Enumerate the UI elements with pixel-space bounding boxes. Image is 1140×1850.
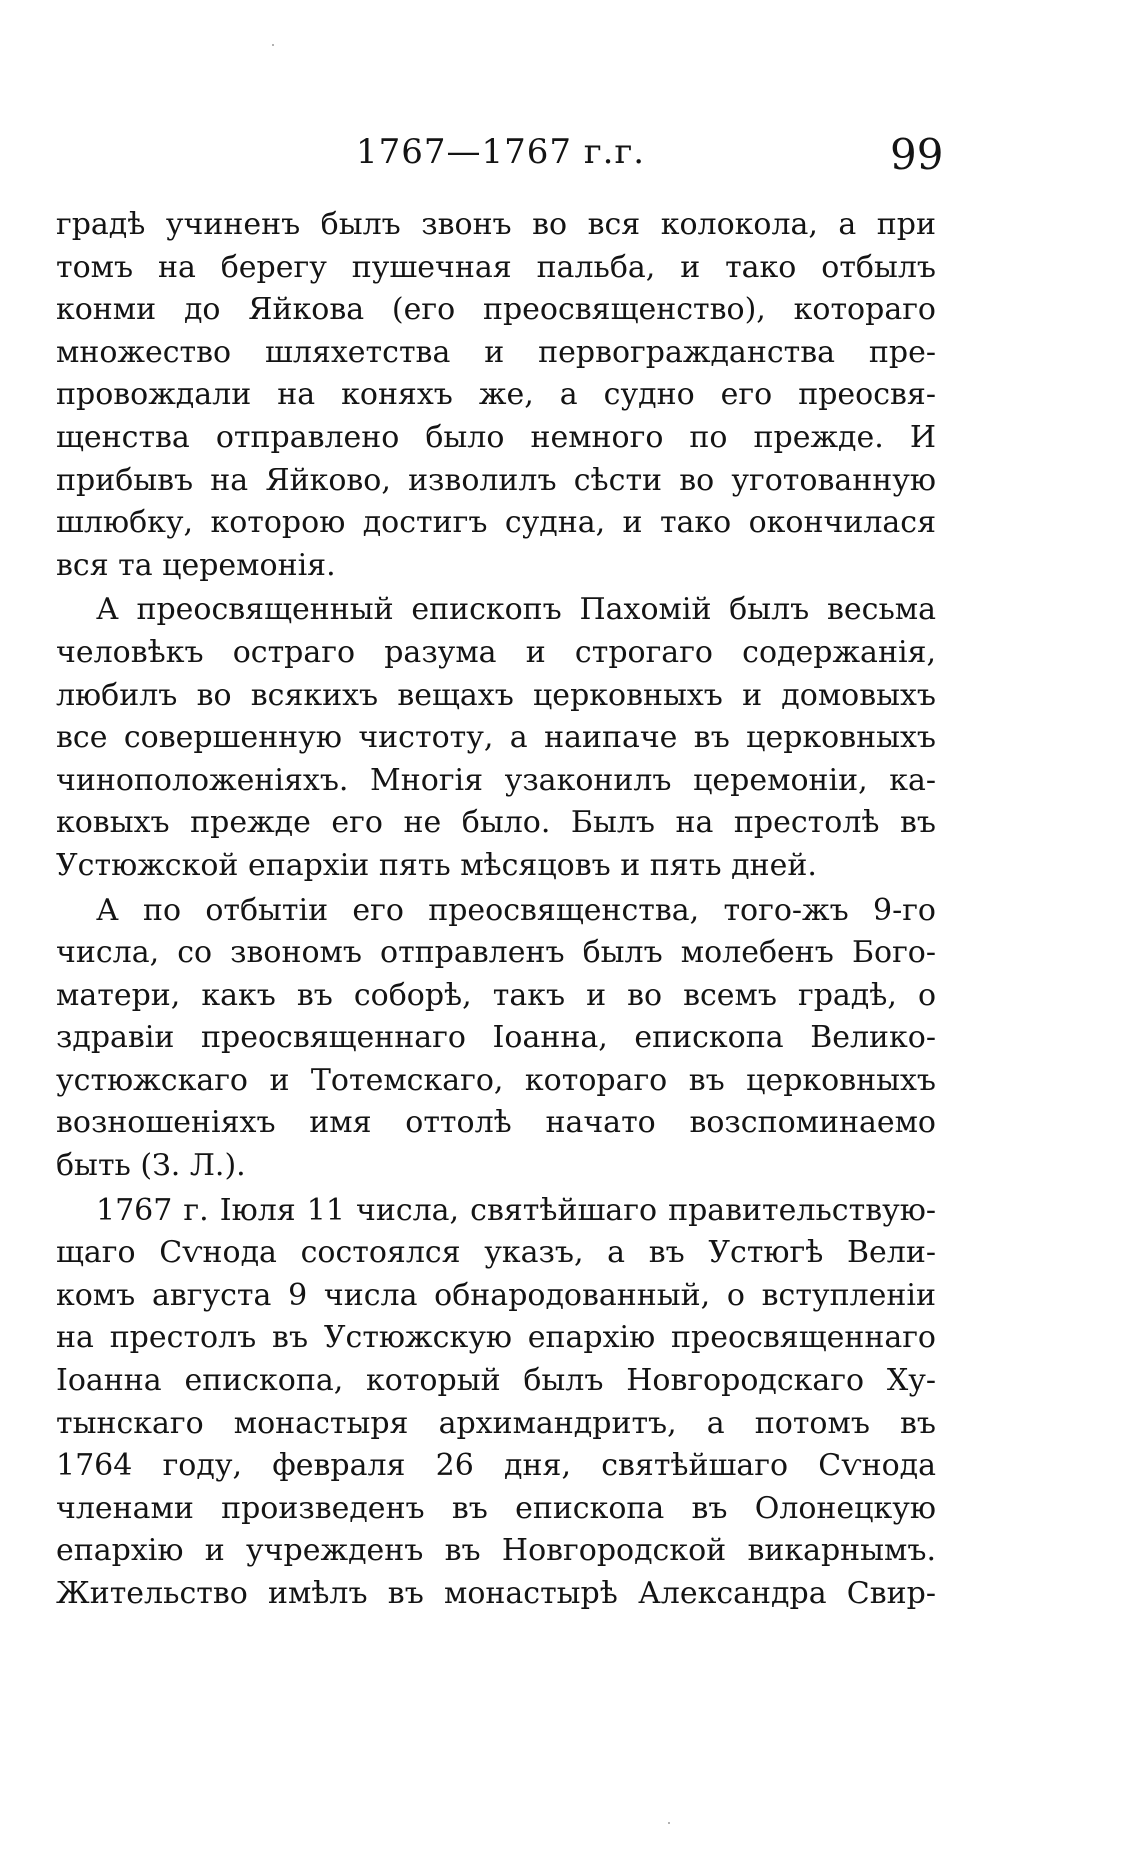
text-line: ковыхъ прежде его не было. Былъ на престолѣ въ: [56, 805, 936, 841]
paper-speck: [668, 1822, 670, 1824]
text-line: тынскаго монастыря архимандритъ, а потомъ въ: [56, 1405, 936, 1441]
running-title: 1767—1767 г.г.: [356, 132, 646, 172]
text-line: любилъ во всякихъ вещахъ церковныхъ и домовыхъ: [56, 677, 936, 713]
text-line: комъ августа 9 числа обнародованный, о вступленіи: [56, 1277, 936, 1313]
text-line: 1764 году, февраля 26 дня, святѣйшаго Сѵнода: [56, 1448, 936, 1484]
text-line: томъ на берегу пушечная пальба, и тако отбылъ: [56, 249, 936, 285]
text-line: щаго Сѵнода состоялся указъ, а въ Устюгѣ Вели-: [56, 1235, 936, 1271]
text-line: 1767 г. Іюля 11 числа, святѣйшаго правительствую-: [96, 1192, 936, 1228]
text-line: Устюжской епархіи пять мѣсяцовъ и пять дней.: [56, 847, 817, 883]
text-line: здравіи преосвященнаго Іоанна, епископа Велико-: [56, 1020, 936, 1056]
running-head: [0, 132, 1140, 192]
text-line: устюжскаго и Тотемскаго, котораго въ церковныхъ: [56, 1062, 936, 1098]
text-line: Жительство имѣлъ въ монастырѣ Александра Свир-: [56, 1576, 936, 1611]
text-line: членами произведенъ въ епископа въ Олонецкую: [56, 1490, 936, 1526]
body-text: [56, 204, 936, 1616]
text-line: вся та церемонія.: [56, 547, 336, 583]
text-line: все совершенную чистоту, а наипаче въ церковныхъ: [56, 720, 936, 756]
text-line: человѣкъ остраго разума и строгаго содержанія,: [56, 634, 936, 670]
text-line: быть (З. Л.).: [56, 1148, 246, 1184]
text-line: множество шляхетства и первогражданства пре-: [56, 334, 936, 370]
text-line: матери, какъ въ соборѣ, такъ и во всемъ градѣ, о: [56, 977, 936, 1013]
page-number: 99: [890, 130, 944, 179]
text-line: шлюбку, которою достигъ судна, и тако окончилася: [56, 505, 936, 541]
paragraph-3: [56, 890, 936, 1188]
text-line: градѣ учиненъ былъ звонъ во вся колокола, а при: [56, 207, 936, 242]
text-line: конми до Яйкова (его преосвященство), котораго: [56, 292, 936, 328]
text-line: чиноположеніяхъ. Многія узаконилъ церемоніи, ка-: [56, 762, 936, 798]
text-line: прибывъ на Яйково, изволилъ сѣсти во уготованную: [56, 462, 936, 498]
text-line: возношеніяхъ имя оттолѣ начато возспоминаемо: [56, 1105, 936, 1141]
text-line: А по отбытіи его преосвященства, того-жъ 9-го: [96, 892, 936, 928]
text-line: щенства отправлено было немного по прежде. И: [56, 419, 936, 455]
paper-speck: [272, 44, 274, 46]
text-line: числа, со звономъ отправленъ былъ молебенъ Бого-: [56, 935, 936, 971]
paragraph-1: [56, 204, 936, 587]
text-line: провождали на коняхъ же, а судно его преосвя-: [56, 377, 936, 413]
paragraph-4: [56, 1190, 936, 1616]
paragraph-2: [56, 589, 936, 887]
text-line: на престолъ въ Устюжскую епархію преосвященнаго: [56, 1320, 936, 1356]
text-line: Іоанна епископа, который былъ Новгородскаго Ху-: [56, 1363, 936, 1399]
text-line: А преосвященный епископъ Пахомій былъ весьма: [96, 592, 936, 628]
text-line: епархію и учрежденъ въ Новгородской викарнымъ.: [56, 1533, 936, 1569]
